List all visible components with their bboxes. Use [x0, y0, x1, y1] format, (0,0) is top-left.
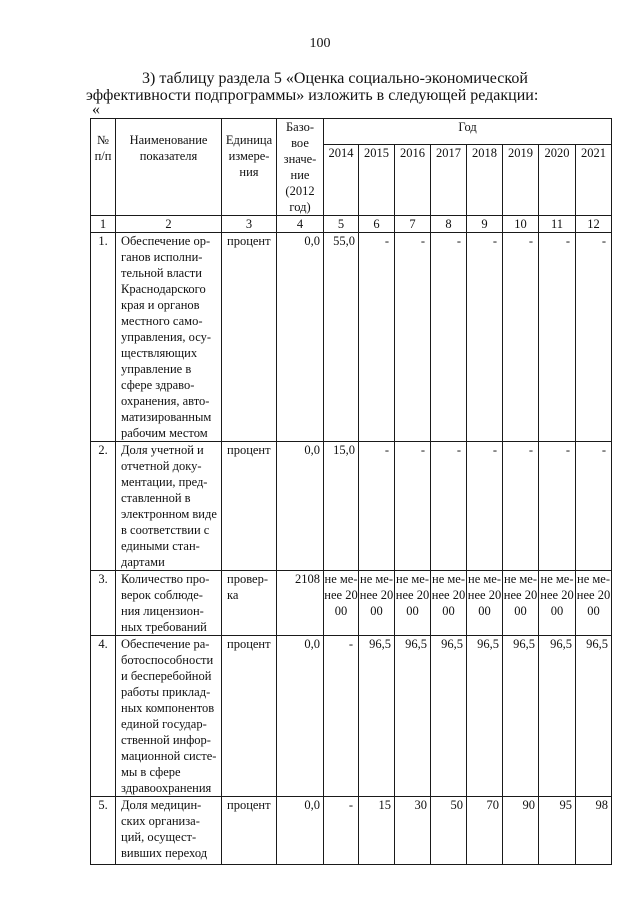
- header-unit: Единица измере- ния: [222, 119, 277, 216]
- year-value: 96,5: [431, 636, 467, 797]
- year-value: -: [576, 233, 612, 442]
- base-value: 0,0: [277, 442, 324, 571]
- col-number: 3: [222, 216, 277, 233]
- unit-of-measure: процент: [222, 233, 277, 442]
- col-number: 5: [324, 216, 359, 233]
- year-value: 15,0: [324, 442, 359, 571]
- col-number: 7: [395, 216, 431, 233]
- year-value: 50: [431, 797, 467, 865]
- year-value: не ме- нее 2000: [467, 571, 503, 636]
- column-number-row: [91, 216, 612, 233]
- year-value: не ме- нее 2000: [503, 571, 539, 636]
- col-number: 1: [91, 216, 116, 233]
- year-2019: 2019: [503, 144, 539, 215]
- table-row: [91, 571, 612, 636]
- row-number: 4.: [91, 636, 116, 797]
- base-value: 0,0: [277, 233, 324, 442]
- intro-paragraph: 3) таблицу раздела 5 «Оценка социально-экономической эффективности подпрограммы» изложить в следующей редакции:: [86, 70, 539, 104]
- year-value: 96,5: [539, 636, 576, 797]
- unit-of-measure: процент: [222, 636, 277, 797]
- col-number: 11: [539, 216, 576, 233]
- year-value: -: [359, 233, 395, 442]
- year-value: 70: [467, 797, 503, 865]
- year-value: 55,0: [324, 233, 359, 442]
- year-value: -: [467, 233, 503, 442]
- year-2017: 2017: [431, 144, 467, 215]
- year-value: 96,5: [359, 636, 395, 797]
- row-number: 1.: [91, 233, 116, 442]
- table-row: [91, 442, 612, 571]
- year-value: -: [503, 442, 539, 571]
- year-2014: 2014: [324, 144, 359, 215]
- year-value: -: [431, 442, 467, 571]
- col-number: 8: [431, 216, 467, 233]
- year-value: 90: [503, 797, 539, 865]
- year-value: 30: [395, 797, 431, 865]
- year-value: 96,5: [395, 636, 431, 797]
- base-value: 0,0: [277, 797, 324, 865]
- year-value: -: [539, 233, 576, 442]
- indicator-name: Количество про- верок соблюде- ния лицензион- ных требований: [116, 571, 222, 636]
- row-number: 2.: [91, 442, 116, 571]
- col-number: 9: [467, 216, 503, 233]
- year-value: 96,5: [576, 636, 612, 797]
- year-value: 96,5: [503, 636, 539, 797]
- indicator-name: Доля учетной и отчетной доку- ментации, пред- ставленной в электронном виде в соответствии с едиными стан- дартами: [116, 442, 222, 571]
- row-number: 3.: [91, 571, 116, 636]
- year-value: -: [539, 442, 576, 571]
- year-value: -: [324, 797, 359, 865]
- col-number: 10: [503, 216, 539, 233]
- col-number: 2: [116, 216, 222, 233]
- header-name: Наименование показателя: [116, 119, 222, 216]
- row-number: 5.: [91, 797, 116, 865]
- header-year-group: Год: [324, 119, 612, 145]
- year-value: не ме- нее 2000: [576, 571, 612, 636]
- table-row: [91, 233, 612, 442]
- table-row: [91, 797, 612, 865]
- year-value: не ме- нее 2000: [324, 571, 359, 636]
- year-value: -: [503, 233, 539, 442]
- indicator-name: Доля медицин- ских организа- ций, осущест- вивших переход: [116, 797, 222, 865]
- header-base-value: Базо- вое значе- ние (2012 год): [277, 119, 324, 216]
- unit-of-measure: процент: [222, 442, 277, 571]
- base-value: 0,0: [277, 636, 324, 797]
- year-2018: 2018: [467, 144, 503, 215]
- unit-of-measure: провер- ка: [222, 571, 277, 636]
- year-value: -: [576, 442, 612, 571]
- opening-quote-mark: «: [92, 101, 100, 118]
- efficiency-table: [90, 118, 612, 865]
- year-value: 15: [359, 797, 395, 865]
- year-value: не ме- нее 2000: [395, 571, 431, 636]
- indicator-name: Обеспечение ра- ботоспособности и бесперебойной работы приклад- ных компонентов единой государ- ственной инфор- мационной систе- мы в сфере здравоохранения: [116, 636, 222, 797]
- base-value: 2108: [277, 571, 324, 636]
- year-value: -: [359, 442, 395, 571]
- table-row: [91, 636, 612, 797]
- year-2020: 2020: [539, 144, 576, 215]
- year-2015: 2015: [359, 144, 395, 215]
- indicator-name: Обеспечение ор- ганов исполни- тельной власти Краснодарского края и органов местного само- управления, осу- ществляющих управление в сфере здраво- охранения, авто- матизированным рабочим местом: [116, 233, 222, 442]
- year-value: не ме- нее 2000: [539, 571, 576, 636]
- year-value: -: [395, 442, 431, 571]
- year-value: -: [324, 636, 359, 797]
- year-value: -: [431, 233, 467, 442]
- year-value: 96,5: [467, 636, 503, 797]
- table-body: [91, 233, 612, 865]
- year-2016: 2016: [395, 144, 431, 215]
- year-value: не ме- нее 2000: [359, 571, 395, 636]
- col-number: 4: [277, 216, 324, 233]
- year-value: 98: [576, 797, 612, 865]
- header-num: № п/п: [91, 119, 116, 216]
- year-value: не ме- нее 2000: [431, 571, 467, 636]
- col-number: 12: [576, 216, 612, 233]
- year-2021: 2021: [576, 144, 612, 215]
- col-number: 6: [359, 216, 395, 233]
- year-value: 95: [539, 797, 576, 865]
- page-number: 100: [309, 36, 331, 51]
- year-value: -: [467, 442, 503, 571]
- year-value: -: [395, 233, 431, 442]
- unit-of-measure: процент: [222, 797, 277, 865]
